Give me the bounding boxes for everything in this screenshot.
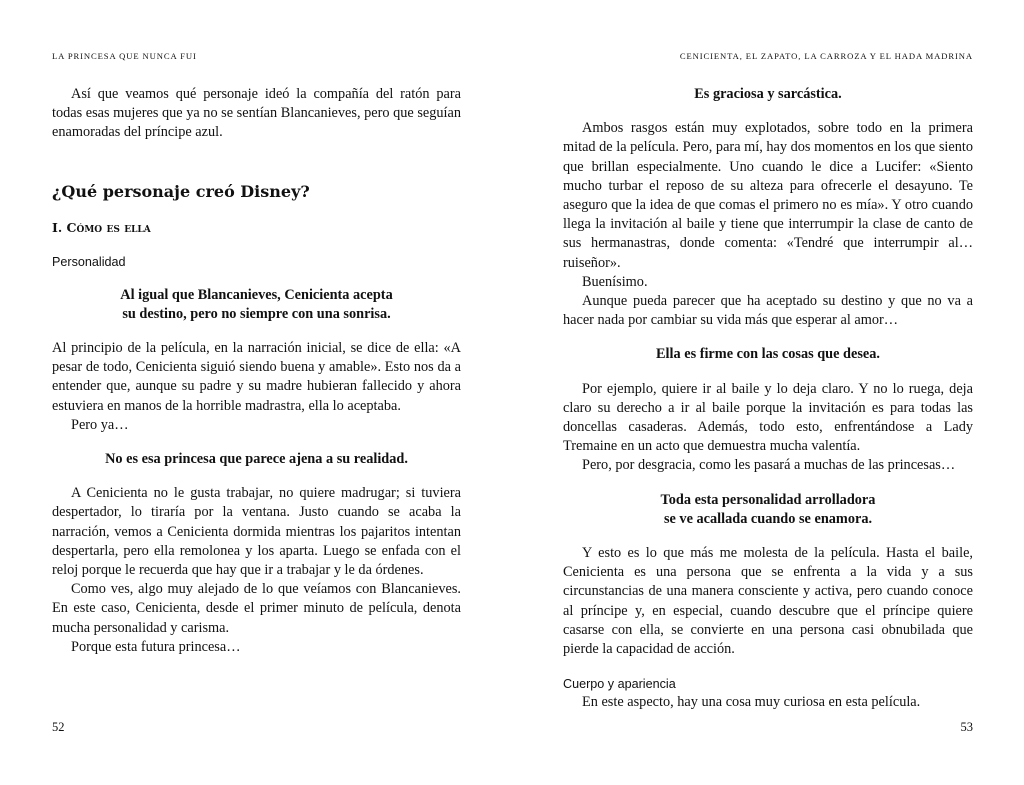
- body-paragraph: Y esto es lo que más me molesta de la película. Hasta el baile, Cenicienta es una persona que se enfrenta a la vida y a sus circunstancias de una manera consciente y activa, pero cuando conoce al príncipe y, en especial, cuando descubre que el príncipe quiere casarse con ella, se convierte en una persona casi obnubilada que pierde la capacidad de acción.: [563, 545, 973, 658]
- body-paragraph: En este aspecto, hay una cosa muy curiosa en esta película.: [582, 694, 921, 711]
- callout-quote: Es graciosa y sarcástica.: [694, 86, 842, 102]
- page-body: [52, 85, 461, 657]
- callout-line: se ve acallada cuando se enamora.: [663, 510, 873, 527]
- callout-quote: [52, 286, 461, 324]
- body-paragraph: Pero, por desgracia, como les pasará a muchas de las princesas…: [582, 457, 956, 474]
- body-paragraph: Porque esta futura princesa…: [71, 638, 241, 655]
- body-paragraph: Como ves, algo muy alejado de lo que veíamos con Blancanieves. En este caso, Cenicienta, desde el primer minuto de película, denota mucha personalidad y carisma.: [52, 581, 461, 636]
- callout-line: Toda esta personalidad arrolladora: [660, 491, 876, 508]
- running-head: LA PRINCESA QUE NUNCA FUI: [52, 51, 197, 61]
- body-paragraph: A Cenicienta no le gusta trabajar, no quiere madrugar; si tuviera despertador, lo tiraría por la ventana. Justo cuando se acaba la narración, vemos a Cenicienta dormida mientras los pajaritos intentan despertarla, pero ella remolonea y los aparta. Luego se enfada con el reloj porque le recuerda que hay que ir a trabajar y le da órdenes.: [52, 485, 461, 579]
- body-paragraph: Al principio de la película, en la narración inicial, se dice de ella: «A pesar de todo, Cenicienta siguió siendo buena y amable». Esto nos da a entender que, aunque su padre y su madre hubieran fallecido y ahora estuviera en manos de la horrible madrastra, ella lo aceptaba.: [52, 340, 461, 414]
- subsubsection-heading: Cuerpo y apariencia: [563, 677, 676, 692]
- left-page: [52, 0, 461, 785]
- page-number: 52: [52, 720, 65, 734]
- body-paragraph: Por ejemplo, quiere ir al baile y lo deja claro. Y no lo ruega, deja claro su derecho a ir al baile porque la invitación es para todas las doncellas casaderas. Además, todo esto, enfrentándose a Lady Tremaine en un acto que demuestra mucha valentía.: [563, 380, 973, 455]
- body-paragraph: Ambos rasgos están muy explotados, sobre todo en la primera mitad de la película. Pero, para mí, hay dos momentos en los que siento que brillan especialmente. Uno cuando le dice a Lucifer: «Siento mucho turbar el reposo de su alteza para ofrecerle el desayuno. Te aseguro que la idea de que comas el primero no es mía». Y otro cuando llega la invitación al baile y tiene que interrumpir la clase de canto de sus hermanastras, donde comenta: «Tendré que interrumpir al… ruiseñor».: [563, 120, 973, 271]
- subsubsection-heading: Personalidad: [52, 254, 126, 269]
- page-body: [563, 85, 973, 712]
- callout-quote: No es esa princesa que parece ajena a su realidad.: [105, 451, 408, 468]
- body-paragraph: Aunque pueda parecer que ha aceptado su destino y que no va a hacer nada por cambiar su vida más que esperar al amor…: [563, 293, 973, 329]
- right-page: [563, 0, 973, 785]
- callout-line: Al igual que Blancanieves, Cenicienta acepta: [120, 286, 393, 303]
- body-paragraph: Pero ya…: [71, 416, 129, 433]
- subsection-heading: I. Cómo es ella: [52, 219, 151, 235]
- page-number: 53: [960, 720, 973, 734]
- callout-quote: [563, 491, 973, 529]
- callout-quote: Ella es firme con las cosas que desea.: [656, 346, 880, 363]
- callout-line: su destino, pero no siempre con una sonrisa.: [122, 305, 391, 322]
- intro-paragraph: Así que veamos qué personaje ideó la compañía del ratón para todas esas mujeres que ya no se sentían Blancanieves, pero que seguían enamoradas del príncipe azul.: [52, 86, 461, 141]
- running-head: CENICIENTA, EL ZAPATO, LA CARROZA Y EL HADA MADRINA: [679, 51, 973, 61]
- body-paragraph: Buenísimo.: [582, 273, 648, 290]
- section-heading: ¿Qué personaje creó Disney?: [52, 181, 310, 201]
